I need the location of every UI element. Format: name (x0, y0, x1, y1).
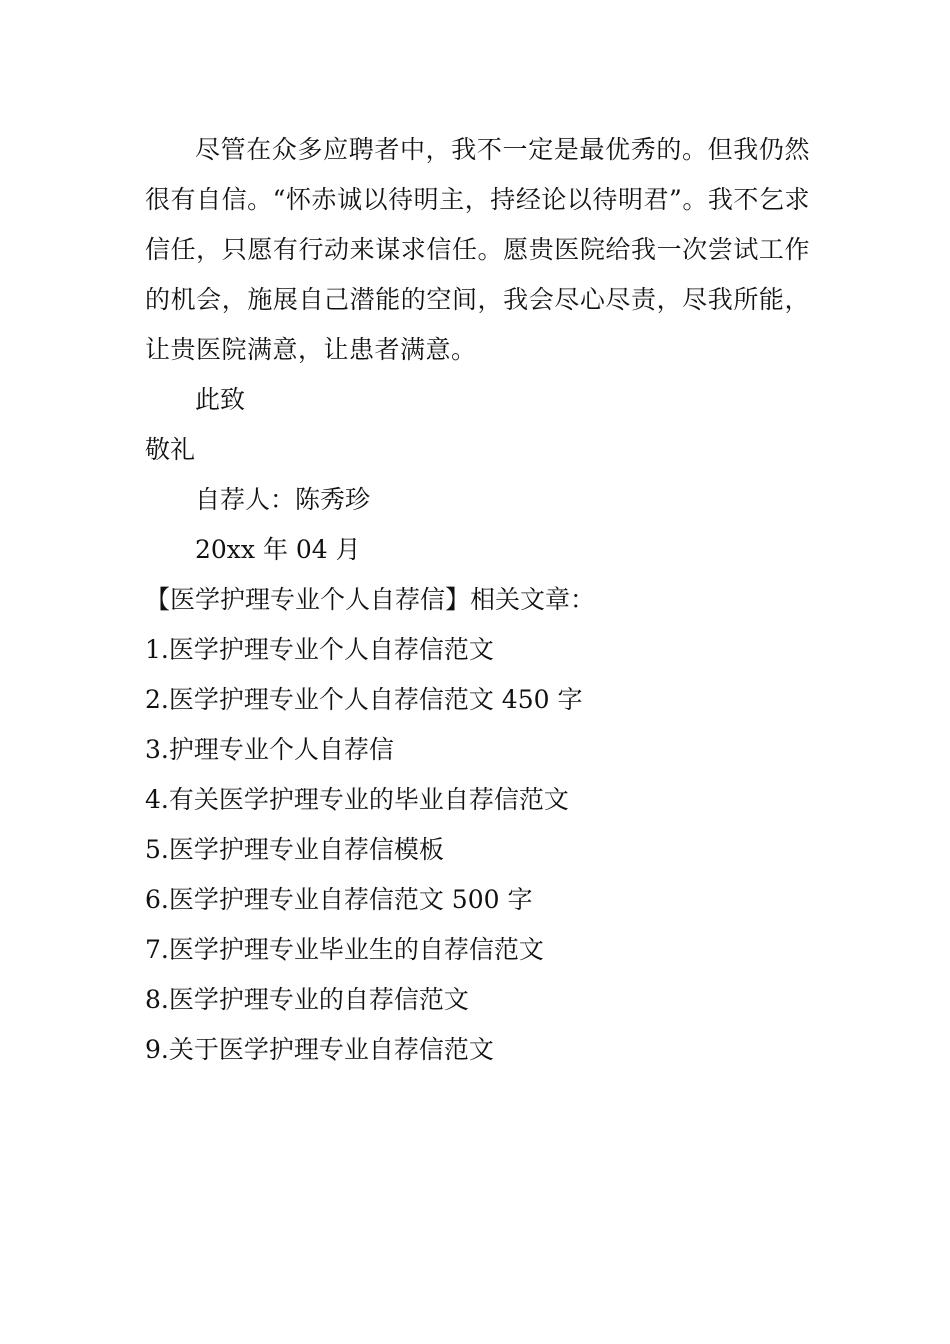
related-articles-list (145, 625, 810, 1075)
related-article-link[interactable]: 7.医学护理专业毕业生的自荐信范文 (145, 935, 544, 964)
related-article-link[interactable]: 6.医学护理专业自荐信范文 500 字 (145, 885, 533, 914)
letter-date: 20xx 年 04 月 (195, 535, 361, 564)
related-article-link[interactable]: 2.医学护理专业个人自荐信范文 450 字 (145, 685, 583, 714)
document-content (145, 125, 810, 1075)
related-article-link[interactable]: 1.医学护理专业个人自荐信范文 (145, 635, 494, 664)
related-article-link[interactable]: 4.有关医学护理专业的毕业自荐信范文 (145, 785, 569, 814)
signature: 自荐人：陈秀珍 (195, 485, 371, 514)
related-article-link[interactable]: 3.护理专业个人自荐信 (145, 735, 394, 764)
closing-salutation: 此致 (195, 385, 246, 414)
related-articles-heading: 【医学护理专业个人自荐信】相关文章： (145, 585, 596, 614)
related-article-link[interactable]: 9.关于医学护理专业自荐信范文 (145, 1035, 494, 1064)
related-article-link[interactable]: 5.医学护理专业自荐信模板 (145, 835, 444, 864)
body-paragraph: 尽管在众多应聘者中，我不一定是最优秀的。但我仍然很有自信。“怀赤诚以待明主，持经论以待明君”。我不乞求信任，只愿有行动来谋求信任。愿贵医院给我一次尝试工作的机会，施展自己潜能的空间，我会尽心尽责，尽我所能，让贵医院满意，让患者满意。 (145, 135, 810, 364)
related-article-link[interactable]: 8.医学护理专业的自荐信范文 (145, 985, 469, 1014)
closing-regards: 敬礼 (145, 435, 196, 464)
